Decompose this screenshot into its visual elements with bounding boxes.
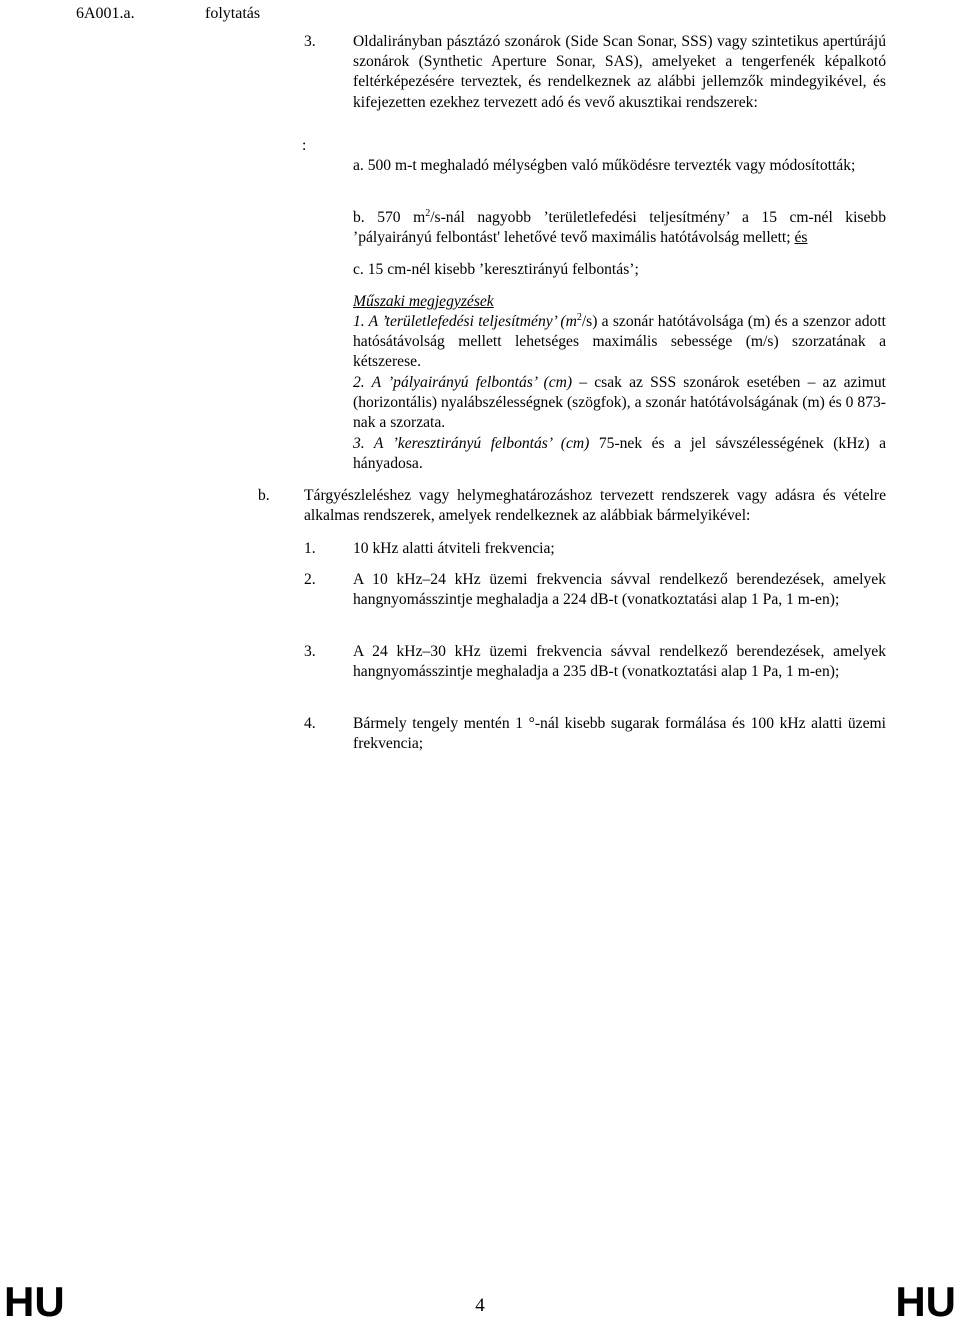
item-b-text: Tárgyészleléshez vagy helymeghatározáshoz tervezett rendszerek vagy adásra és vételre alkalmas rendszerek, amelyek rendelkeznek az alábbiak bármelyikével:	[304, 487, 886, 525]
note2-lead: 2. A ’pályairányú felbontás’ (cm)	[353, 374, 573, 391]
item-b-1-num: 1.	[304, 540, 316, 557]
sub-b-pre: b. 570 m	[353, 209, 426, 226]
note3-lead: 3. A ’keresztirányú felbontás’ (cm)	[353, 435, 590, 452]
sub-b-sup: 2	[425, 207, 431, 219]
item-b-1-text: 10 kHz alatti átviteli frekvencia;	[353, 540, 555, 557]
note2-rest: – csak az SSS szonárok esetében – az azimut (horizontális) nyalábszélességnek (szögfok), a szonár hatótávolságának (m) és 0 873-nak a szorzata.	[353, 374, 887, 432]
note-2	[353, 373, 886, 434]
item-b-3-num: 3.	[304, 643, 316, 660]
note1-lead: 1. A ’területlefedési teljesítmény’ (m	[353, 313, 577, 330]
item-b-2-num: 2.	[304, 571, 316, 588]
item3-sub-c: c. 15 cm-nél kisebb ’keresztirányú felbontás’;	[353, 261, 639, 278]
sub-b-post: /s-nál nagyobb ’területlefedési teljesítmény’ a 15 cm-nél kisebb ’pályairányú felbontást' lehetővé tevő maximális hatótávolság mellett;	[353, 209, 886, 247]
note-3	[353, 434, 886, 474]
page-number: 4	[475, 1295, 485, 1316]
footer-lang-right: HU	[895, 1278, 956, 1325]
item-b-2-text: A 10 kHz–24 kHz üzemi frekvencia sávval rendelkező berendezések, amelyek hangnyomásszintje meghaladja a 224 dB-t (vonatkoztatási alap 1 Pa, 1 m-en);	[353, 571, 886, 609]
note-1	[353, 312, 886, 373]
notes-title: Műszaki megjegyzések	[353, 293, 494, 310]
header-code: 6A001.a.	[76, 5, 135, 22]
item-b-letter: b.	[258, 487, 270, 504]
sub-b-and: és	[794, 229, 808, 247]
note1-rest: /s) a szonár hatótávolsága (m) és a szenzor adott hatósátávolság mellett lehetséges maximális sebessége (m/s) szorzatának a kétszerese.	[353, 313, 886, 371]
item3-sub-a: a. 500 m-t meghaladó mélységben való működésre tervezték vagy módosították;	[353, 157, 856, 174]
header-continued: folytatás	[205, 5, 261, 22]
item3-text: Oldalirányban pásztázó szonárok (Side Scan Sonar, SSS) vagy szintetikus apertúrájú szonárok (Synthetic Aperture Sonar, SAS), amelyeket a tengerfenék képalkotó feltérképezésére terveztek, és rendelkeznek az alábbi jellemzők mindegyikével, és kifejezetten ezekhez tervezett adó és vevő akusztikai rendszerek:	[353, 33, 886, 111]
note1-sup: 2	[576, 311, 582, 323]
item-b-3-text: A 24 kHz–30 kHz üzemi frekvencia sávval rendelkező berendezések, amelyek hangnyomásszintje meghaladja a 235 dB-t (vonatkoztatási alap 1 Pa, 1 m-en);	[353, 643, 886, 681]
item3-sub-b	[353, 208, 886, 248]
item3-colon: :	[302, 137, 307, 154]
item-b-4-num: 4.	[304, 715, 316, 732]
item-b-4-text: Bármely tengely mentén 1 °-nál kisebb sugarak formálása és 100 kHz alatti üzemi frekvencia;	[353, 715, 886, 753]
footer-lang-left: HU	[4, 1278, 65, 1325]
item3-number: 3.	[304, 33, 316, 50]
note3-rest: 75-nek és a jel sávszélességének (kHz) a hányadosa.	[353, 435, 886, 473]
